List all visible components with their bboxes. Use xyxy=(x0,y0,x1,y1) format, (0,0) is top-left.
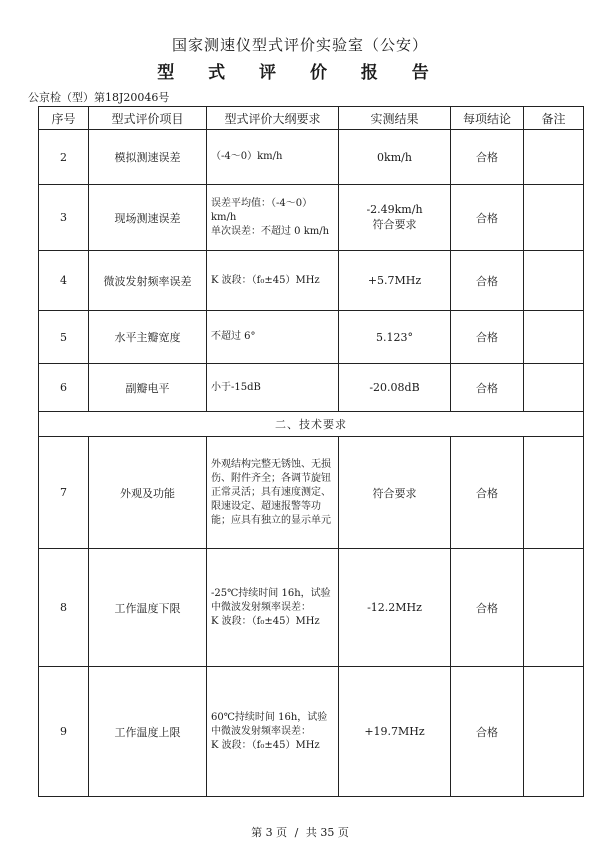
row-result: +5.7MHz xyxy=(339,251,451,311)
report-type-title: 型 式 评 价 报 告 xyxy=(157,63,443,83)
row-requirement: K 波段：（f₀±45）MHz xyxy=(207,251,339,311)
table-row xyxy=(39,185,584,251)
row-no: 9 xyxy=(39,667,89,797)
row-no: 8 xyxy=(39,549,89,667)
row-conclusion: 合格 xyxy=(451,364,524,412)
col-header-note: 备注 xyxy=(524,107,584,130)
row-note xyxy=(524,667,584,797)
row-no: 7 xyxy=(39,437,89,549)
row-requirement: （-4～0）km/h xyxy=(207,130,339,185)
row-result: +19.7MHz xyxy=(339,667,451,797)
row-note xyxy=(524,549,584,667)
row-conclusion: 合格 xyxy=(451,311,524,364)
row-conclusion: 合格 xyxy=(451,185,524,251)
report-org-title: 国家测速仪型式评价实验室（公安） xyxy=(171,36,428,54)
evaluation-table xyxy=(38,106,584,797)
row-item: 模拟测速误差 xyxy=(89,130,207,185)
row-conclusion: 合格 xyxy=(451,437,524,549)
row-item: 副瓣电平 xyxy=(89,364,207,412)
table-row xyxy=(39,130,584,185)
page-separator: / xyxy=(294,826,299,839)
row-note xyxy=(524,311,584,364)
row-note xyxy=(524,130,584,185)
section-row xyxy=(39,412,584,437)
table-row xyxy=(39,667,584,797)
row-item: 工作温度下限 xyxy=(89,549,207,667)
col-header-requirement: 型式评价大纲要求 xyxy=(207,107,339,130)
row-no: 5 xyxy=(39,311,89,364)
table-row xyxy=(39,311,584,364)
col-header-no: 序号 xyxy=(39,107,89,130)
row-conclusion: 合格 xyxy=(451,130,524,185)
row-no: 6 xyxy=(39,364,89,412)
col-header-result: 实测结果 xyxy=(339,107,451,130)
row-item: 工作温度上限 xyxy=(89,667,207,797)
row-no: 3 xyxy=(39,185,89,251)
section-title: 二、技术要求 xyxy=(39,412,584,437)
table-header-row xyxy=(39,107,584,130)
table-row xyxy=(39,437,584,549)
row-item: 外观及功能 xyxy=(89,437,207,549)
row-requirement: 小于-15dB xyxy=(207,364,339,412)
table-row xyxy=(39,364,584,412)
col-header-item: 型式评价项目 xyxy=(89,107,207,130)
row-no: 4 xyxy=(39,251,89,311)
row-requirement: 外观结构完整无锈蚀、无损伤、附件齐全；各调节旋钮正常灵活；具有速度测定、限速设定、超速报警等功能；应具有独立的显示单元 xyxy=(207,437,339,549)
row-requirement: -25℃持续时间 16h，试验中微波发射频率误差： K 波段：（f₀±45）MHz xyxy=(207,549,339,667)
row-note xyxy=(524,185,584,251)
row-note xyxy=(524,437,584,549)
row-requirement: 误差平均值：（-4～0）km/h 单次误差：不超过 0 km/h xyxy=(207,185,339,251)
table-row xyxy=(39,549,584,667)
row-result: -2.49km/h 符合要求 xyxy=(339,185,451,251)
row-conclusion: 合格 xyxy=(451,549,524,667)
row-conclusion: 合格 xyxy=(451,667,524,797)
page-total: 共 35 页 xyxy=(305,826,349,839)
row-note xyxy=(524,251,584,311)
row-note xyxy=(524,364,584,412)
table-row xyxy=(39,251,584,311)
col-header-conclusion: 每项结论 xyxy=(451,107,524,130)
row-result: -12.2MHz xyxy=(339,549,451,667)
row-requirement: 60℃持续时间 16h，试验中微波发射频率误差： K 波段：（f₀±45）MHz xyxy=(207,667,339,797)
row-item: 水平主瓣宽度 xyxy=(89,311,207,364)
row-requirement: 不超过 6° xyxy=(207,311,339,364)
row-item: 微波发射频率误差 xyxy=(89,251,207,311)
report-number: 公京检（型）第18J20046号 xyxy=(28,91,170,104)
row-result: 0km/h xyxy=(339,130,451,185)
row-result: 符合要求 xyxy=(339,437,451,549)
row-no: 2 xyxy=(39,130,89,185)
page-number: 第 3 页 xyxy=(251,826,288,839)
page-footer xyxy=(0,824,600,840)
row-result: -20.08dB xyxy=(339,364,451,412)
row-conclusion: 合格 xyxy=(451,251,524,311)
row-result: 5.123° xyxy=(339,311,451,364)
row-item: 现场测速误差 xyxy=(89,185,207,251)
